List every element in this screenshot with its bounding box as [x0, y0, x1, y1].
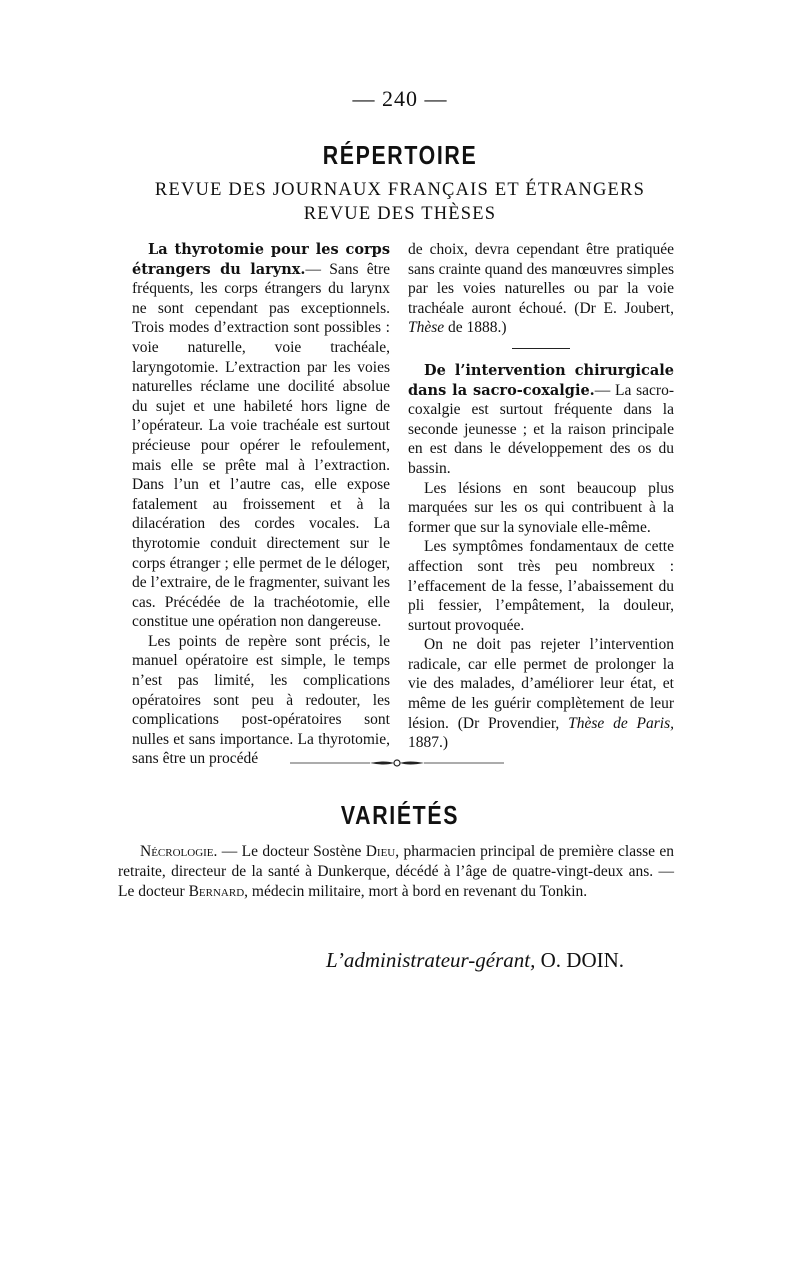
article-1-title: La thyrotomie pour les corps étrangers du larynx.	[132, 241, 390, 278]
article-2-source-end: 1887.)	[408, 734, 449, 752]
article-2-paragraph-3: Les symptômes fondamentaux de cette affection sont très peu nombreux : l’effacement de la fesse, l’abaissement du pli fessier, l’empâtement, la douleur, surtout provoquée.	[408, 538, 674, 634]
article-1-source-end: de 1888.)	[444, 319, 507, 337]
section-heading-repertoire: RÉPERTOIRE	[322, 140, 478, 170]
article-1-paragraph-2: Les points de repère sont précis, le manuel opératoire est simple, le temps n’est pas limité, les complications opératoires sont peu à redouter, les complications post-opératoires sont nulles et sans importance. La thyrotomie, sans être un procédé	[132, 632, 390, 768]
article-separator	[512, 348, 570, 349]
necrology-text-2: , pharmacien principal de première classe en retraite, directeur de la santé à Dunkerque, décédé à l’âge de quatre-vingt-deux ans. — Le docteur	[118, 843, 674, 900]
necrology-block	[118, 842, 674, 902]
article-2-paragraph-2: Les lésions en sont beaucoup plus marquées sur les os qui contribuent à la former que sur la synoviale elle-même.	[408, 479, 674, 536]
subheading-journals: REVUE DES JOURNAUX FRANÇAIS ET ÉTRANGERS	[154, 180, 646, 200]
right-column	[408, 240, 674, 753]
signature-line	[0, 948, 800, 973]
article-1-text-3: de choix, devra cependant être pratiquée sans crainte quand des manœuvres simples par les voies naturelles ou par la voie trachéale auront échoué. (Dr E. Joubert,	[408, 241, 674, 317]
left-column	[132, 240, 390, 769]
signature-name: O. DOIN.	[535, 948, 625, 972]
article-2-paragraph-1	[408, 361, 674, 479]
article-1-paragraph-1	[132, 240, 390, 632]
article-2-text-1: — La sacro-coxalgie est surtout fréquente dans la seconde jeunesse ; et la raison principale en est dans le développement des os du bassin.	[408, 381, 674, 477]
necrology-paragraph	[118, 842, 674, 902]
necrology-text-1: — Le docteur Sostène	[217, 843, 366, 860]
article-1-source: Thèse	[408, 319, 445, 337]
signature-role: L’administrateur-gérant,	[325, 948, 536, 972]
necrology-name-1: Dieu	[365, 843, 396, 860]
section-heading-varietes: VARIÉTÉS	[340, 800, 460, 830]
article-1-text-1: — Sans être fréquents, les corps étrangers du larynx ne sont cependant pas exceptionnels. Trois modes d’extraction sont possibles : voie naturelle, voie trachéale, laryngotomie. L’extraction par les voies naturelles réclame une docilité absolue du sujet et une habileté hors ligne de l’opérateur. La voie trachéale est surtout précieuse pour opérer le refoulement, mais elle se prête mal à l’extraction. Dans l’un et l’autre cas, elle expose fatalement au froissement et à la dilacération des cordes vocales. La thyrotomie conduit directement sur le corps étranger ; elle permet de le déloger, de l’extraire, de le fragmenter, suivant les cas. Précédée de la trachéotomie, elle constitue une opération non dangereuse.	[132, 260, 390, 631]
article-2-text-4: On ne doit pas rejeter l’intervention radicale, car elle permet de prolonger la vie des malades, d’améliorer leur état, et même de les guérir complètement de leur lésion. (Dr Provendier,	[408, 636, 674, 732]
article-2-title: De l’intervention chirurgicale dans la sacro-coxalgie.	[408, 361, 674, 399]
subheading-theses: REVUE DES THÈSES	[303, 204, 497, 224]
article-1-paragraph-3	[408, 240, 674, 338]
article-2-source: Thèse de Paris,	[568, 714, 674, 732]
ornamental-rule	[290, 758, 504, 768]
necrology-label: Nécrologie.	[140, 843, 218, 860]
page-number: — 240 —	[352, 86, 448, 111]
article-2-paragraph-4	[408, 635, 674, 753]
necrology-name-2: Bernard	[188, 883, 245, 900]
necrology-text-3: , médecin militaire, mort à bord en revenant du Tonkin.	[244, 883, 588, 900]
